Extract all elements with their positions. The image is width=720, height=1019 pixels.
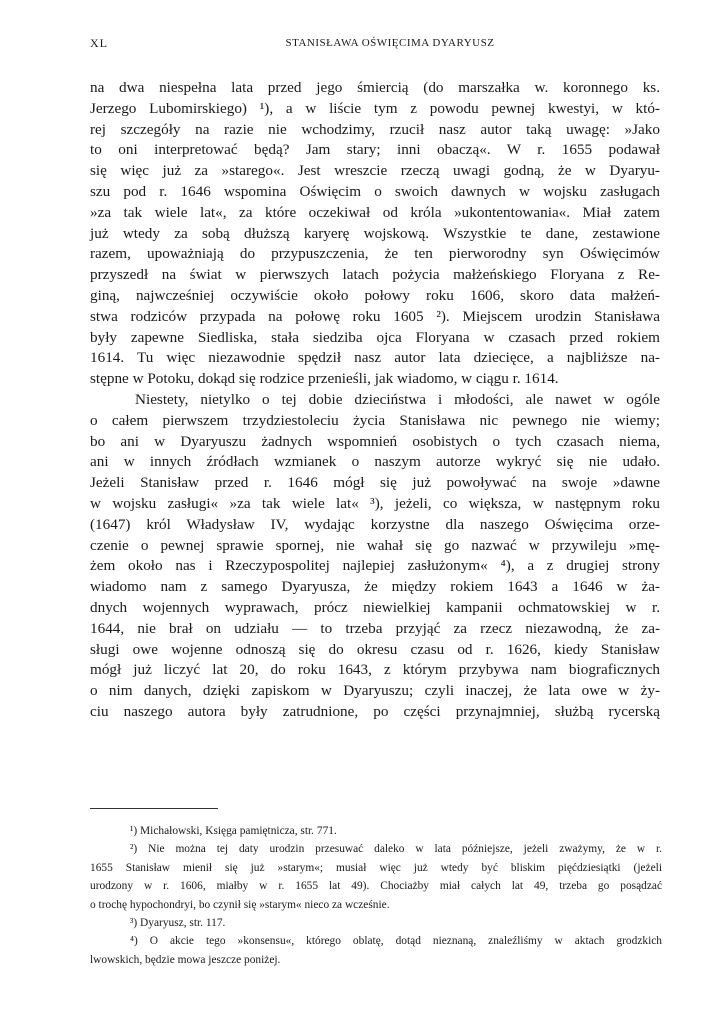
text-line: przyszedł na świat w pierwszych latach pożycia małżeńskiego Floryana z Re-	[90, 266, 660, 284]
text-line: o całem pierwszem trzydziestoleciu życia Stanisława nic pewnego nie wiemy;	[90, 411, 660, 429]
text-line: »za tak wiele lat«, za które oczekiwał od króla »ukontentowania«. Miał zatem	[90, 203, 660, 221]
footnote-line: ²) Nie można tej daty urodzin przesuwać daleko w lata późniejsze, jeżeli zważymy, że w r.	[130, 843, 662, 856]
text-line: bo ani w Dyaryuszu żadnych wspomnień osobistych o tych czasach niema,	[90, 432, 660, 450]
text-line: żem około nas i Rzeczypospolitej najlepiej zasłużonym« ⁴), a z drugiej strony	[90, 557, 660, 575]
text-line: się więc już za »starego«. Jest wreszcie rzeczą uwagi godną, że w Dyaryu-	[90, 162, 660, 180]
running-title: STANISŁAWA OŚWIĘCIMA DYARYUSZ	[285, 37, 495, 49]
footnote-line: urodzony w r. 1606, miałby w r. 1655 lat 49). Chociażby miał całych lat 49, trzeba go posądzać	[90, 880, 662, 893]
page-number: XL	[90, 36, 108, 50]
text-line: czenie o pewnej sprawie spornej, nie wahał się go nazwać w przywileju »mę-	[90, 536, 660, 554]
text-line: Niestety, nietylko o tej dobie dzieciństwa i młodości, ale nawet w ogóle	[135, 390, 660, 408]
footnote-line: o trochę hypochondryi, bo czynił się »starym« nieco za wcześnie.	[90, 898, 390, 911]
text-line: już wtedy za sobą dłuższą karyerę wojskową. Wszystkie te dane, zestawione	[90, 224, 660, 242]
footnote-line: ³) Dyaryusz, str. 117.	[130, 916, 226, 929]
text-line: 1614. Tu więc niezawodnie spędził nasz autor lata dziecięce, a najbliższe na-	[90, 349, 660, 367]
text-line: szu pod r. 1646 wspomina Oświęcim o swoich dawnych w wojsku zasługach	[90, 182, 660, 200]
text-line: (1647) król Władysław IV, wydając korzystne dla naszego Oświęcima orze-	[90, 515, 660, 533]
text-line: razem, upoważniają do przypuszczenia, że ten pierworodny syn Oświęcimów	[90, 245, 660, 263]
footnote-divider	[90, 808, 218, 809]
text-line: rej szczegóły na razie nie wchodzimy, rzucił nasz autor taką uwagę: »Jako	[90, 120, 660, 138]
footnote-line: ¹) Michałowski, Księga pamiętnicza, str. 771.	[130, 825, 337, 837]
text-line: mógł już liczyć lat 20, do roku 1643, z którym przybywa nam biograficznych	[90, 661, 660, 679]
text-line: stępne w Potoku, dokąd się rodzice przenieśli, jak wiadomo, w ciągu r. 1614.	[90, 370, 559, 388]
footnote-line: ⁴) O akcie tego »konsensu«, którego oblatę, dotąd nieznaną, znaleźliśmy w aktach grodzkich	[130, 935, 662, 948]
text-line: to oni interpretować będą? Jam stary; inni obaczą«. W r. 1655 podawał	[90, 141, 660, 159]
text-line: Jeżeli Stanisław przed r. 1646 mógł się już powoływać na swoje »dawne	[90, 474, 660, 492]
footnotes	[90, 822, 662, 969]
text-line: sługi owe wojenne odnoszą się do okresu czasu od r. 1626, kiedy Stanisław	[90, 640, 660, 658]
text-line: ciu naszego autora były zatrudnione, po części przynajmniej, służbą rycerską	[90, 702, 660, 720]
text-line: były zapewne Siedliska, stała siedziba ojca Floryana w czasach przed rokiem	[90, 328, 660, 346]
text-line: 1644, nie brał on udziału — to trzeba przyjąć za rzecz niezawodną, że za-	[90, 619, 660, 637]
text-line: o nim danych, dzięki zapiskom w Dyaryuszu; czyli inaczej, że lata owe w ży-	[90, 682, 660, 700]
text-line: ani w innych źródłach wzmianek o naszym autorze wykryć się nie udało.	[90, 453, 660, 471]
text-line: stwa rodziców przypada na połowę roku 1605 ²). Miejscem urodzin Stanisława	[90, 307, 660, 325]
text-line: na dwa niespełna lata przed jego śmiercią (do marszałka w. koronnego ks.	[90, 79, 660, 96]
text-line: wiadomo nam z samego Dyaryusza, że między rokiem 1643 a 1646 w ża-	[90, 578, 660, 596]
text-line: dnych wojennych wyprawach, prócz niewielkiej kampanii ochmatowskiej w r.	[90, 598, 660, 616]
main-text	[90, 78, 660, 723]
footnote-line: lwowskich, będzie mowa jeszcze poniżej.	[90, 953, 281, 966]
text-line: giną, najwcześniej oczywiście około połowy roku 1606, skoro data małżeń-	[90, 286, 660, 304]
footnote-line: 1655 Stanisław mienił się już »starym«; musiał więc już wtedy być bliskim pięćdziesiątki (jeżeli	[90, 861, 662, 874]
text-line: w wojsku zasługi« »za tak wiele lat« ³), jeżeli, co większa, w następnym roku	[90, 494, 660, 512]
text-line: Jerzego Lubomirskiego) ¹), a w liście tym z powodu pewnej kwestyi, w któ-	[90, 99, 660, 117]
